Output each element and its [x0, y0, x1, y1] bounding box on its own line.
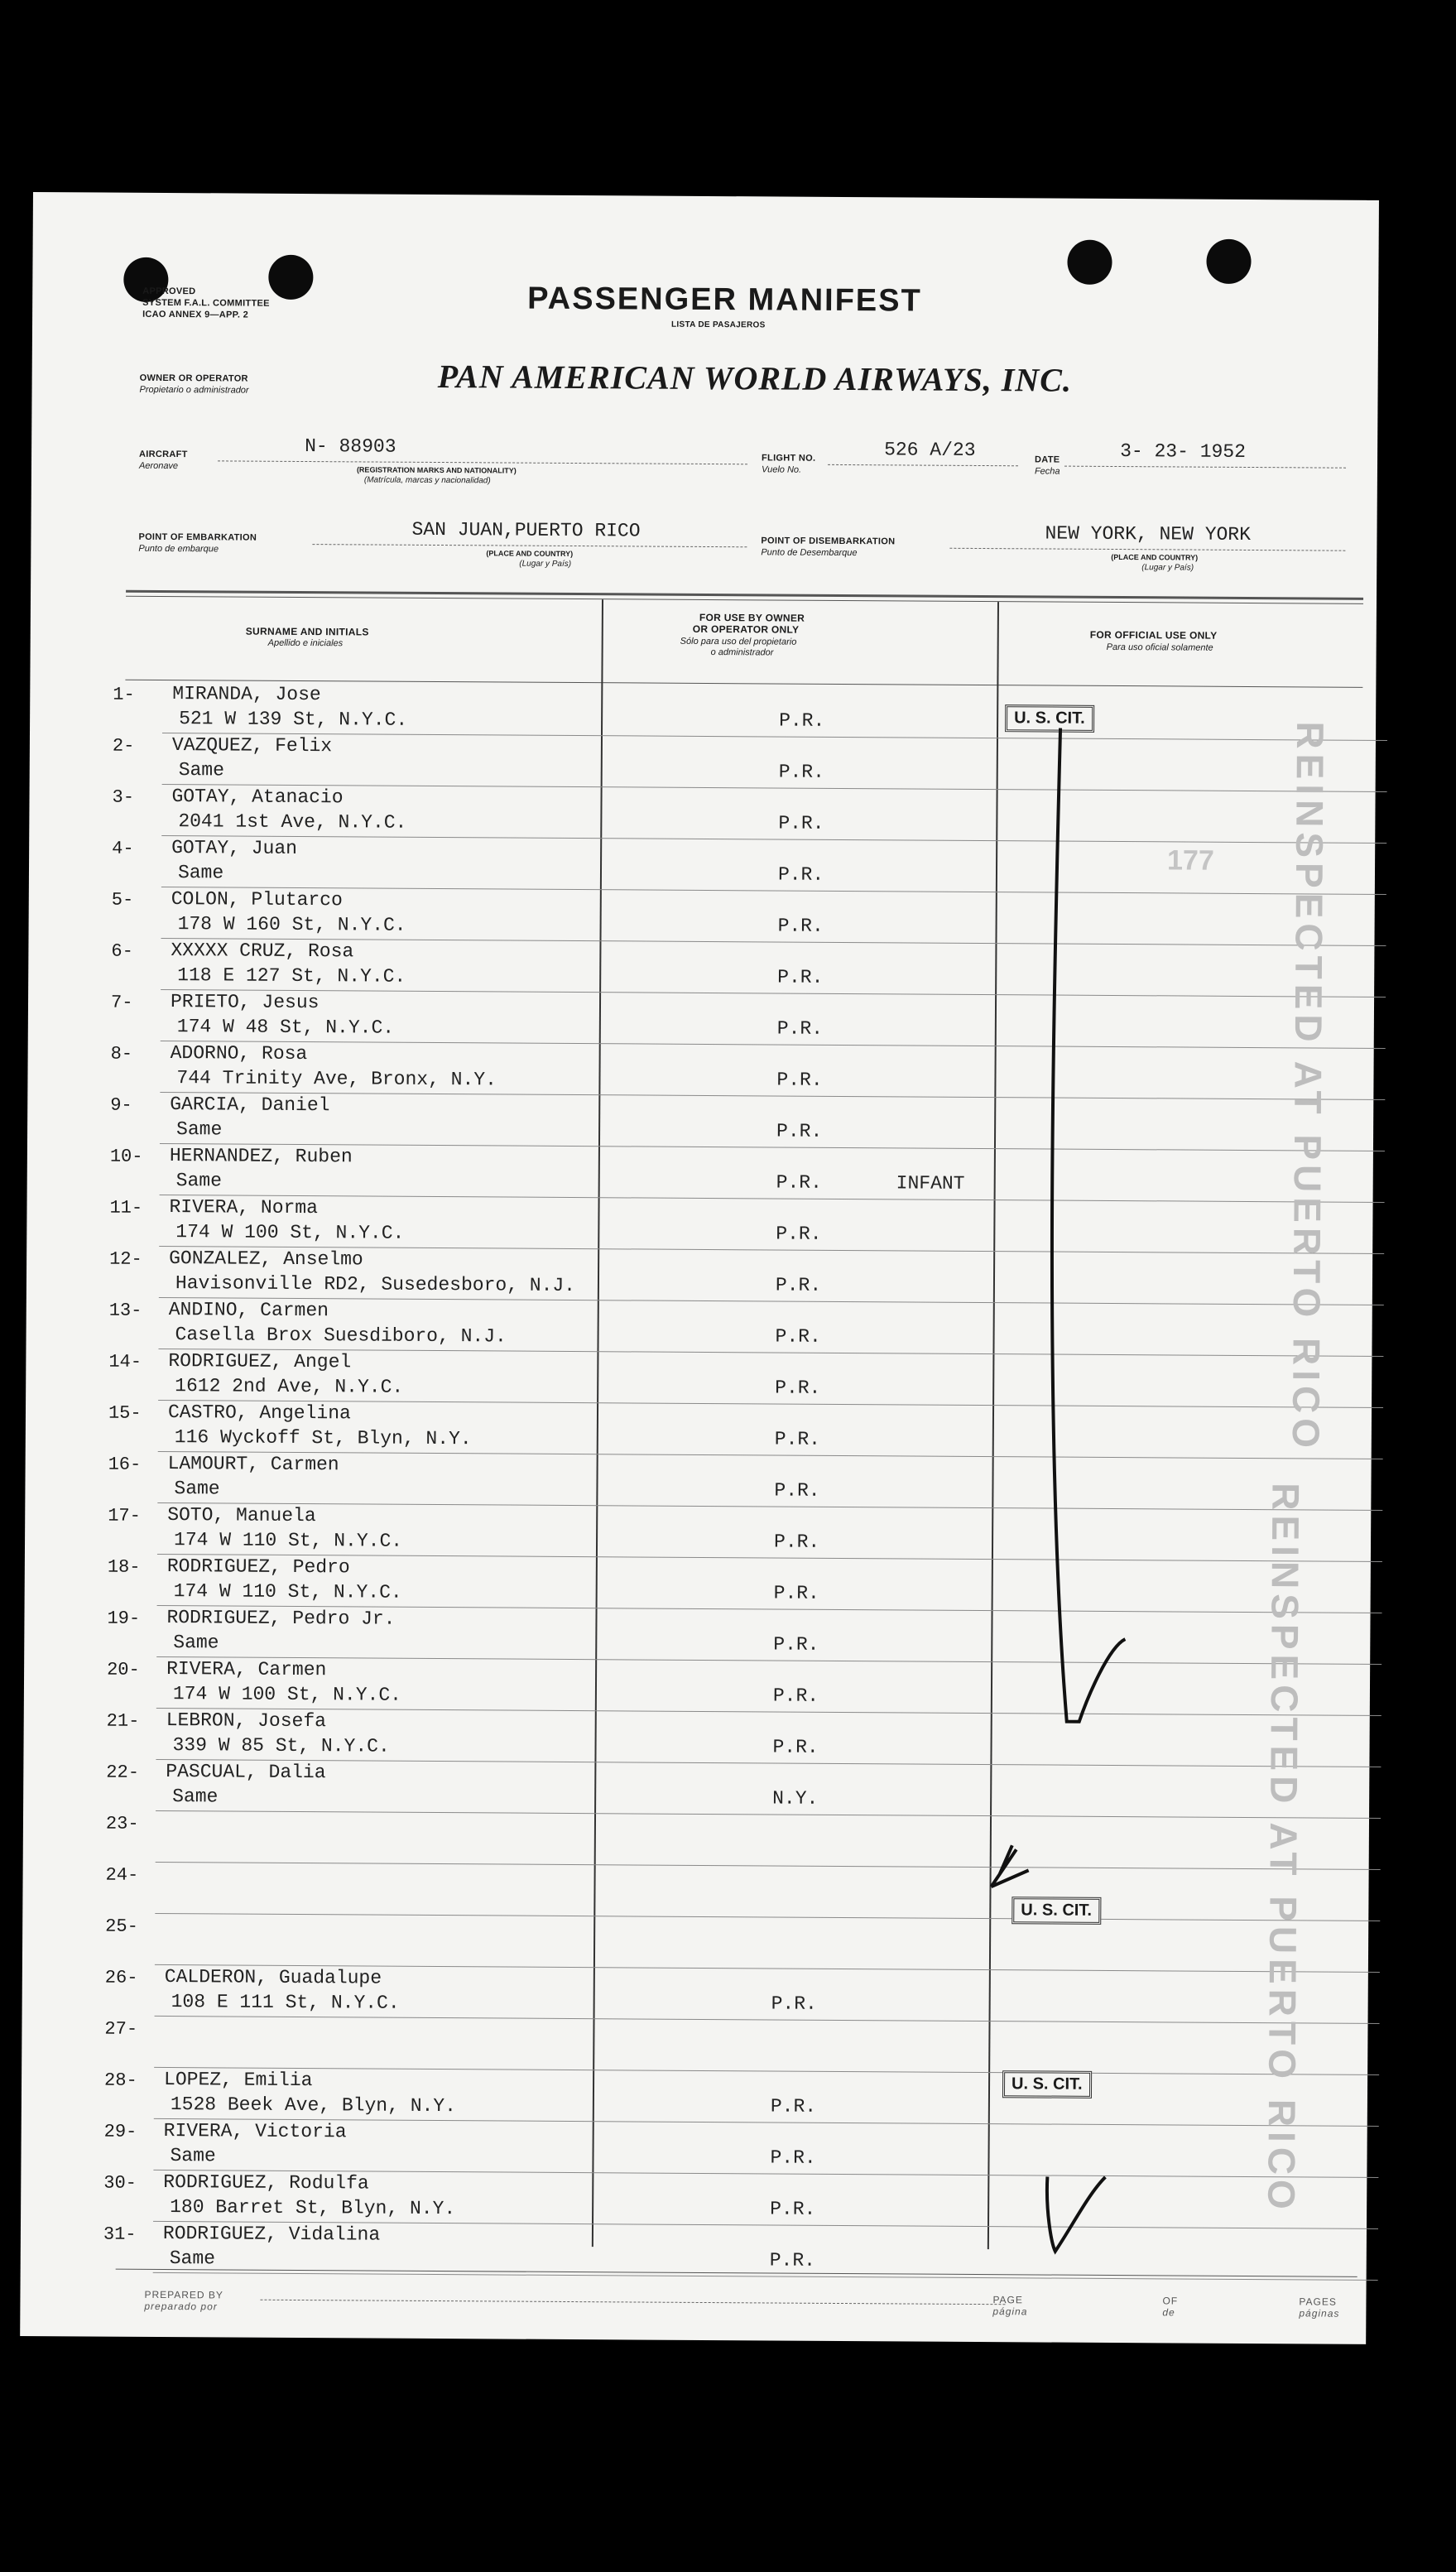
passenger-name: PASCUAL, Dalia	[166, 1761, 326, 1784]
row-number: 7-	[110, 992, 133, 1013]
disembark-label-es: Punto de Desembarque	[761, 547, 858, 559]
passenger-origin-code: P.R.	[775, 1325, 821, 1348]
page-title-es: LISTA DE PASAJEROS	[671, 320, 766, 330]
passenger-name: RODRIGUEZ, Vidalina	[162, 2223, 381, 2246]
flight-value: 526 A/23	[884, 439, 976, 461]
passenger-address: 2041 1st Ave, N.Y.C.	[178, 810, 407, 834]
passenger-name: GARCIA, Daniel	[170, 1094, 330, 1117]
passenger-address: Same	[173, 1632, 219, 1654]
row-number: 28-	[103, 2070, 137, 2091]
col2-header-l1: FOR USE BY OWNER	[699, 611, 805, 624]
passenger-address: Same	[172, 1786, 219, 1808]
committee-line: SYSTEM F.A.L. COMMITTEE	[142, 297, 270, 309]
of-label: OF	[1162, 2295, 1179, 2307]
pages-label-es: páginas	[1299, 2307, 1340, 2320]
us-citizen-stamp: U. S. CIT.	[1005, 704, 1094, 733]
row-number: 22-	[106, 1762, 140, 1783]
embark-place-note-es: (Lugar y País)	[519, 559, 572, 569]
passenger-name: SOTO, Manuela	[167, 1504, 316, 1527]
passenger-name: RODRIGUEZ, Pedro Jr.	[166, 1607, 396, 1630]
passenger-name: RODRIGUEZ, Angel	[168, 1350, 352, 1373]
col2-header-l2: OR OPERATOR ONLY	[692, 623, 800, 636]
row-number: 8-	[110, 1043, 133, 1065]
registration-note: (REGISTRATION MARKS AND NATIONALITY)	[356, 465, 517, 475]
passenger-name: LEBRON, Josefa	[166, 1709, 327, 1733]
passenger-name: GOTAY, Juan	[171, 837, 298, 859]
row-number: 21-	[106, 1710, 140, 1732]
passenger-address: Casella Brox Suesdiboro, N.J.	[175, 1324, 507, 1348]
aircraft-label-es: Aeronave	[138, 460, 179, 472]
col3-header-es: Para uso oficial solamente	[1106, 642, 1213, 653]
row-number: 5-	[111, 889, 134, 911]
row-number: 25-	[105, 1916, 138, 1937]
passenger-origin-code: P.R.	[772, 1685, 819, 1707]
passenger-address: Same	[170, 2145, 216, 2167]
col2-header-es-l2: o administrador	[710, 647, 774, 658]
passenger-name: RODRIGUEZ, Rodulfa	[163, 2171, 369, 2195]
passenger-address: Havisonville RD2, Susedesboro, N.J.	[175, 1272, 576, 1297]
disembark-line	[949, 548, 1345, 551]
row-number: 9-	[110, 1094, 132, 1116]
row-number: 26-	[104, 1967, 138, 1988]
page-label-es: página	[992, 2305, 1028, 2318]
row-number: 18-	[107, 1556, 141, 1578]
owner-value: PAN AMERICAN WORLD AIRWAYS, INC.	[437, 357, 1073, 399]
row-number: 11-	[109, 1197, 143, 1219]
passenger-origin-code: P.R.	[769, 2249, 816, 2272]
passenger-name: ANDINO, Carmen	[168, 1299, 329, 1322]
prepared-by-label-es: preparado por	[144, 2300, 218, 2313]
row-number: 1-	[113, 684, 135, 705]
passenger-origin-code: P.R.	[777, 966, 824, 988]
row-number: 4-	[112, 838, 134, 859]
passenger-note: INFANT	[896, 1172, 965, 1195]
passenger-name: RIVERA, Carmen	[166, 1658, 327, 1681]
passenger-name: RIVERA, Victoria	[163, 2120, 347, 2143]
row-number: 31-	[103, 2223, 137, 2245]
passenger-origin-code: P.R.	[778, 812, 824, 834]
pages-label: PAGES	[1299, 2296, 1337, 2308]
passenger-name: GONZALEZ, Anselmo	[169, 1248, 363, 1271]
col1-header-es: Apellido e iniciales	[267, 637, 344, 649]
passenger-address: 174 W 100 St, N.Y.C.	[172, 1683, 402, 1706]
passenger-address: 339 W 85 St, N.Y.C.	[172, 1734, 390, 1757]
disembark-label: POINT OF DISEMBARKATION	[761, 536, 896, 547]
page-label: PAGE	[992, 2294, 1023, 2306]
row-number: 10-	[109, 1146, 143, 1167]
date-value: 3- 23- 1952	[1120, 440, 1247, 463]
icao-line: ICAO ANNEX 9—APP. 2	[142, 309, 249, 320]
row-number: 23-	[105, 1813, 139, 1834]
punch-hole	[1206, 239, 1251, 284]
flight-line	[828, 464, 1018, 466]
passenger-origin-code: P.R.	[771, 1993, 817, 2015]
passenger-origin-code: P.R.	[776, 1069, 823, 1091]
passenger-address: 521 W 139 St, N.Y.C.	[179, 708, 408, 731]
approval-block	[142, 286, 270, 321]
aircraft-value: N- 88903	[305, 435, 396, 458]
passenger-address: 1528 Beek Ave, Blyn, N.Y.	[170, 2094, 457, 2118]
passenger-name: VAZQUEZ, Felix	[171, 734, 333, 757]
row-number: 19-	[107, 1608, 141, 1629]
registration-note-es: (Matrícula, marcas y nacionalidad)	[363, 475, 491, 486]
passenger-name: GOTAY, Atanacio	[171, 786, 344, 809]
passenger-origin-code: P.R.	[779, 709, 825, 732]
embark-line	[312, 544, 747, 547]
passenger-origin-code: P.R.	[776, 1171, 823, 1194]
passenger-name: RIVERA, Norma	[169, 1196, 319, 1219]
prepared-by-label: PREPARED BY	[144, 2288, 223, 2301]
passenger-origin-code: P.R.	[774, 1428, 821, 1450]
reinspected-stamp: REINSPECTED AT PUERTO RICO	[1284, 721, 1333, 1454]
passenger-origin-code: N.Y.	[772, 1787, 819, 1810]
passenger-origin-code: P.R.	[775, 1274, 822, 1296]
passenger-address: Same	[174, 1478, 220, 1500]
passenger-origin-code: P.R.	[774, 1479, 820, 1502]
us-citizen-stamp: U. S. CIT.	[1012, 1897, 1101, 1925]
passenger-address: 744 Trinity Ave, Bronx, N.Y.	[176, 1067, 497, 1091]
passenger-origin-code: P.R.	[773, 1582, 819, 1604]
passenger-name: LAMOURT, Carmen	[167, 1453, 339, 1476]
punch-hole	[1067, 240, 1112, 285]
row-number: 16-	[108, 1454, 142, 1475]
passenger-address: 116 Wyckoff St, Blyn, N.Y.	[174, 1426, 472, 1450]
row-number: 2-	[112, 735, 135, 757]
passenger-address: 174 W 110 St, N.Y.C.	[173, 1529, 403, 1552]
passenger-address: Same	[178, 759, 225, 781]
passenger-name: CASTRO, Angelina	[167, 1401, 351, 1425]
date-label-es: Fecha	[1034, 466, 1060, 477]
passenger-address: Same	[175, 1170, 223, 1192]
approved-line: APPROVED	[142, 286, 196, 297]
passenger-origin-code: P.R.	[775, 1377, 821, 1399]
passenger-origin-code: P.R.	[777, 863, 824, 886]
row-number: 17-	[108, 1505, 141, 1526]
us-citizen-stamp: U. S. CIT.	[1002, 2070, 1092, 2098]
passenger-name: MIRANDA, Jose	[172, 683, 321, 706]
date-label: DATE	[1035, 454, 1060, 465]
col2-header-es-l1: Sólo para uso del propietario	[680, 636, 797, 647]
passenger-name: CALDERON, Guadalupe	[164, 1966, 382, 1989]
passenger-origin-code: P.R.	[770, 2198, 816, 2220]
embark-place-note: (PLACE AND COUNTRY)	[486, 549, 574, 558]
aircraft-line	[218, 460, 747, 464]
row-number: 6-	[111, 940, 133, 962]
of-label-es: de	[1162, 2306, 1175, 2319]
passenger-address: 108 E 111 St, N.Y.C.	[171, 1991, 400, 2014]
table-top-rule	[126, 590, 1363, 600]
passenger-name: LOPEZ, Emilia	[163, 2069, 313, 2092]
disembark-value: NEW YORK, NEW YORK	[1045, 522, 1252, 546]
aircraft-label: AIRCRAFT	[139, 449, 188, 460]
flight-label: FLIGHT NO.	[762, 453, 816, 464]
passenger-address: 174 W 100 St, N.Y.C.	[175, 1221, 405, 1244]
passenger-name: RODRIGUEZ, Pedro	[166, 1555, 350, 1579]
passenger-origin-code: P.R.	[776, 1017, 824, 1040]
row-number: 30-	[103, 2172, 137, 2194]
date-line	[1064, 466, 1346, 469]
passenger-origin-code: P.R.	[772, 1736, 819, 1758]
passenger-address: 1612 2nd Ave, N.Y.C.	[175, 1375, 404, 1398]
passenger-address: 178 W 160 St, N.Y.C.	[177, 913, 406, 936]
counter-stamp: 177	[1166, 844, 1214, 877]
row-number: 15-	[108, 1402, 142, 1424]
passenger-origin-code: P.R.	[777, 915, 824, 937]
col3-header: FOR OFFICIAL USE ONLY	[1089, 628, 1218, 642]
passenger-name: ADORNO, Rosa	[170, 1042, 308, 1065]
passenger-origin-code: P.R.	[773, 1531, 820, 1553]
passenger-origin-code: P.R.	[770, 2095, 817, 2118]
disembark-place-note: (PLACE AND COUNTRY)	[1111, 552, 1199, 562]
row-number: 20-	[107, 1659, 140, 1680]
reinspected-stamp: REINSPECTED AT PUERTO RICO	[1260, 1483, 1308, 2214]
owner-label-es: Propietario o administrador	[139, 384, 249, 396]
manifest-sheet	[20, 192, 1379, 2344]
col1-header: SURNAME AND INITIALS	[245, 625, 369, 638]
passenger-name: PRIETO, Jesus	[170, 991, 320, 1014]
embark-value: SAN JUAN,PUERTO RICO	[411, 518, 641, 542]
passenger-origin-code: P.R.	[770, 2147, 816, 2169]
passenger-address: Same	[176, 1118, 223, 1141]
page-title: PASSENGER MANIFEST	[527, 281, 922, 319]
embark-label: POINT OF EMBARKATION	[138, 531, 257, 543]
passenger-origin-code: P.R.	[773, 1633, 819, 1656]
passenger-address: 174 W 48 St, N.Y.C.	[176, 1016, 395, 1039]
passenger-name: COLON, Plutarco	[171, 888, 343, 911]
owner-label: OWNER OR OPERATOR	[139, 373, 248, 384]
row-number: 29-	[103, 2121, 137, 2142]
row-number: 3-	[112, 786, 135, 808]
passenger-name: HERNANDEZ, Ruben	[169, 1145, 353, 1168]
passenger-origin-code: P.R.	[776, 1223, 822, 1245]
passenger-name: XXXXX CRUZ, Rosa	[171, 940, 354, 963]
passenger-origin-code: P.R.	[776, 1120, 823, 1142]
passenger-address: 180 Barret St, Blyn, N.Y.	[170, 2196, 456, 2220]
row-number: 13-	[108, 1300, 142, 1321]
punch-hole	[268, 255, 313, 300]
passenger-address: 118 E 127 St, N.Y.C.	[177, 964, 406, 988]
prepared-by-line	[260, 2300, 1005, 2305]
flight-label-es: Vuelo No.	[761, 464, 802, 475]
row-number: 27-	[104, 2018, 138, 2040]
passenger-address: 174 W 110 St, N.Y.C.	[173, 1580, 402, 1603]
col-divider-1	[592, 599, 603, 2247]
row-number: 12-	[109, 1248, 142, 1270]
checkmark-arrows	[981, 695, 1239, 2269]
passenger-origin-code: P.R.	[778, 761, 825, 783]
passenger-address: Same	[177, 862, 224, 884]
passenger-address: Same	[169, 2247, 216, 2270]
row-number: 24-	[105, 1864, 139, 1886]
row-number: 14-	[108, 1351, 142, 1373]
disembark-place-note-es: (Lugar y País)	[1141, 563, 1194, 573]
embark-label-es: Punto de embarque	[138, 543, 219, 555]
